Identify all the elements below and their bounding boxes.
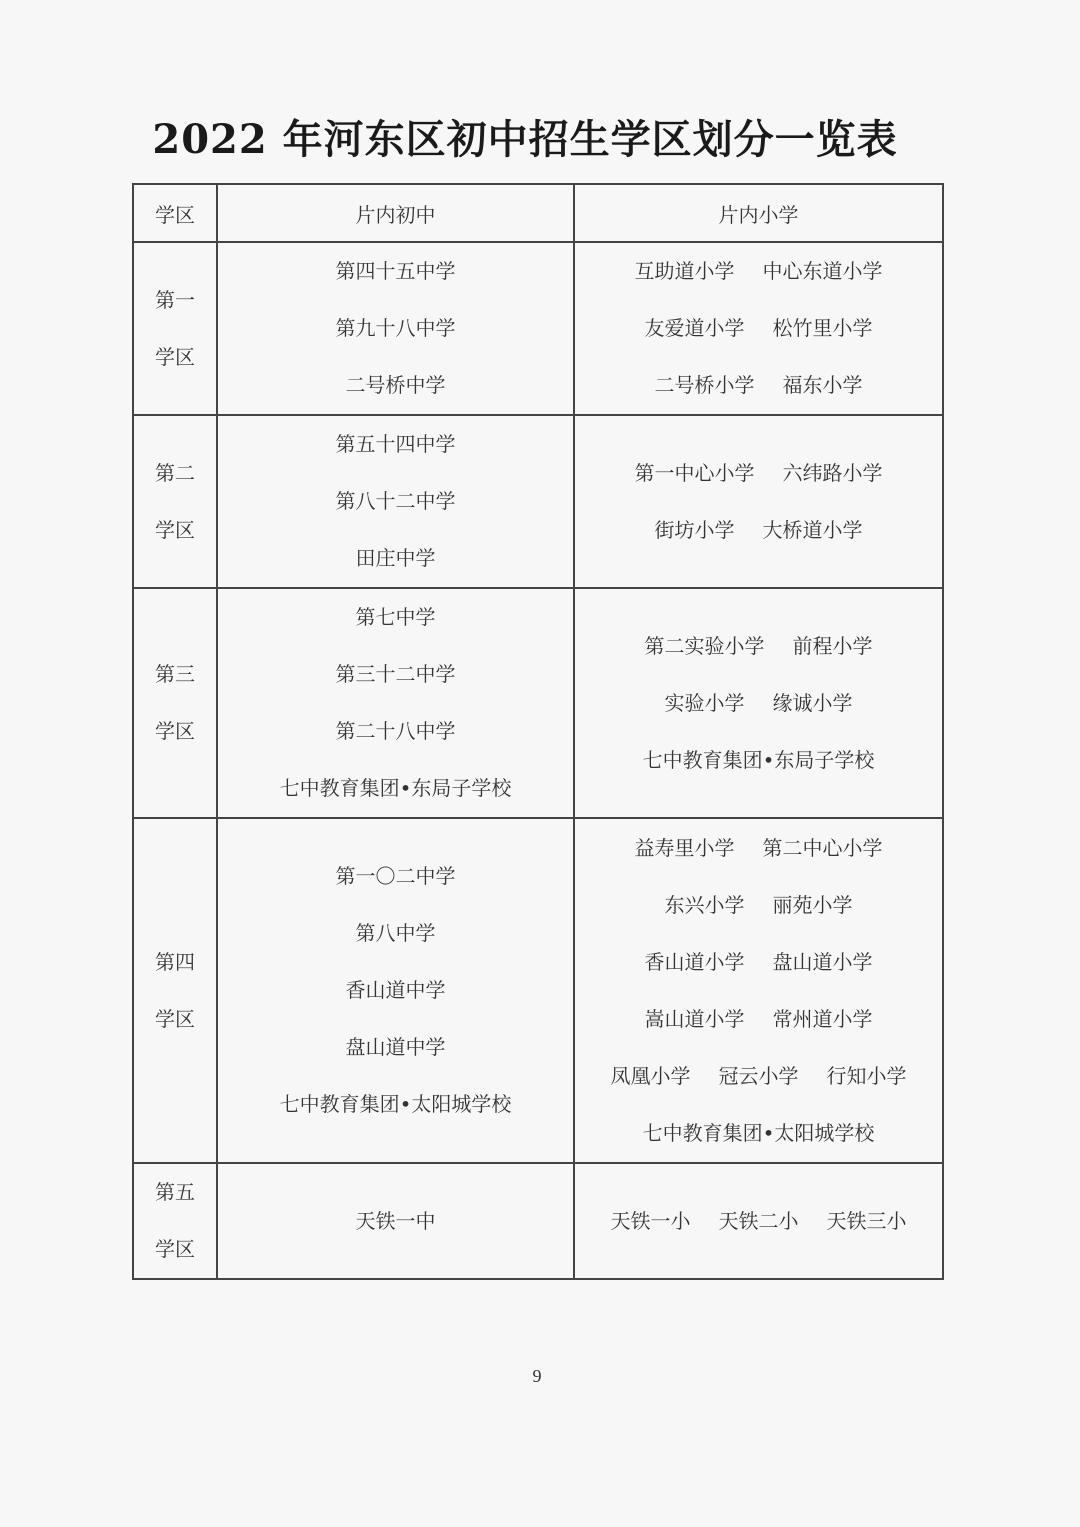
primary-school-name: 第二实验小学 [644, 633, 765, 658]
primary-school-name: 松竹里小学 [772, 316, 873, 340]
primary-school-name: 大桥道小学 [762, 517, 863, 542]
middle-school-name: 第一〇二中学 [335, 864, 456, 888]
primary-school-line [575, 877, 942, 934]
district-name-line: 学区 [155, 1006, 195, 1031]
primary-school-line [575, 934, 942, 991]
district-name-line: 第四 [155, 949, 195, 974]
primary-school-name: 互助道小学 [634, 259, 735, 283]
table-body [133, 242, 943, 1279]
header-district: 学区 [133, 184, 217, 242]
district-row [133, 1163, 943, 1279]
primary-schools-cell [574, 415, 943, 588]
primary-school-line [575, 1048, 942, 1105]
primary-school-name: 六纬路小学 [782, 460, 883, 485]
district-name-line: 第五 [155, 1180, 195, 1204]
middle-schools-cell [217, 818, 574, 1163]
primary-school-line [575, 820, 942, 877]
middle-school-name: 七中教育集团•太阳城学校 [279, 1092, 512, 1116]
primary-school-name: 益寿里小学 [634, 835, 735, 860]
primary-schools-cell [574, 1163, 943, 1279]
district-name-cell [133, 588, 217, 818]
primary-school-line [575, 243, 942, 300]
middle-school-name: 第二十八中学 [335, 719, 456, 743]
district-name-line: 第一 [155, 287, 195, 312]
primary-school-line [575, 300, 942, 357]
primary-schools-cell [574, 818, 943, 1163]
page-title: 2022 年河东区初中招生学区划分一览表 [152, 116, 898, 163]
primary-school-name: 七中教育集团•东局子学校 [642, 747, 875, 772]
primary-school-name: 街坊小学 [654, 517, 735, 542]
primary-school-name: 盘山道小学 [772, 949, 873, 974]
primary-school-name: 常州道小学 [772, 1006, 873, 1031]
primary-school-line [575, 445, 942, 502]
primary-school-name: 天铁一小 [610, 1208, 691, 1233]
primary-school-line [575, 502, 942, 559]
district-name-line: 第三 [155, 662, 195, 686]
primary-school-line [575, 732, 942, 789]
primary-school-name: 实验小学 [664, 690, 745, 715]
primary-schools-cell [574, 242, 943, 415]
middle-school-name: 七中教育集团•东局子学校 [279, 776, 512, 800]
middle-school-name: 天铁一中 [355, 1208, 436, 1233]
primary-school-name: 天铁三小 [826, 1208, 907, 1233]
middle-schools-cell [217, 415, 574, 588]
primary-school-name: 第二中心小学 [762, 835, 883, 860]
district-name-cell [133, 818, 217, 1163]
district-name-line: 学区 [155, 344, 195, 369]
primary-school-name: 凤凰小学 [610, 1063, 691, 1088]
middle-school-name: 第八中学 [355, 921, 436, 945]
header-primary-schools: 片内小学 [574, 184, 943, 242]
primary-school-line [575, 991, 942, 1048]
primary-school-name: 二号桥小学 [654, 373, 755, 397]
primary-school-name: 嵩山道小学 [644, 1006, 745, 1031]
middle-school-name: 第七中学 [355, 605, 436, 629]
primary-school-line [575, 618, 942, 675]
primary-school-name: 行知小学 [826, 1063, 907, 1088]
middle-school-name: 盘山道中学 [345, 1035, 446, 1059]
primary-schools-cell [574, 588, 943, 818]
district-row [133, 588, 943, 818]
primary-school-name: 天铁二小 [718, 1208, 799, 1233]
district-name-line: 学区 [155, 517, 195, 542]
district-table [132, 183, 944, 1280]
middle-school-name: 第三十二中学 [335, 662, 456, 686]
primary-school-name: 前程小学 [792, 633, 873, 658]
primary-school-name: 友爱道小学 [644, 316, 745, 340]
district-row [133, 415, 943, 588]
primary-school-name: 缘诚小学 [772, 690, 853, 715]
middle-schools-cell [217, 242, 574, 415]
district-name-line: 第二 [155, 460, 195, 485]
primary-school-name: 福东小学 [782, 373, 863, 397]
header-middle-schools: 片内初中 [217, 184, 574, 242]
district-name-cell [133, 415, 217, 588]
table-header-row [133, 184, 943, 242]
primary-school-name: 七中教育集团•太阳城学校 [642, 1120, 875, 1145]
middle-school-name: 第四十五中学 [335, 259, 456, 283]
primary-school-name: 香山道小学 [644, 949, 745, 974]
district-row [133, 818, 943, 1163]
primary-school-name: 中心东道小学 [762, 259, 883, 283]
primary-school-name: 冠云小学 [718, 1063, 799, 1088]
middle-school-name: 第五十四中学 [335, 432, 456, 456]
primary-school-name: 丽苑小学 [772, 892, 853, 917]
district-name-cell [133, 242, 217, 415]
primary-school-name: 东兴小学 [664, 892, 745, 917]
district-name-line: 学区 [155, 1237, 195, 1261]
primary-school-name: 第一中心小学 [634, 460, 755, 485]
page-number: 9 [532, 1366, 542, 1386]
primary-school-line [575, 1105, 942, 1162]
district-row [133, 242, 943, 415]
primary-school-line [575, 1193, 942, 1250]
middle-school-name: 第九十八中学 [335, 316, 456, 340]
middle-school-name: 第八十二中学 [335, 489, 456, 513]
middle-school-name: 二号桥中学 [345, 373, 446, 397]
middle-schools-cell [217, 1163, 574, 1279]
district-name-cell [133, 1163, 217, 1279]
middle-school-name: 田庄中学 [355, 546, 436, 570]
district-name-line: 学区 [155, 719, 195, 743]
primary-school-line [575, 357, 942, 414]
primary-school-line [575, 675, 942, 732]
middle-school-name: 香山道中学 [345, 978, 446, 1002]
middle-schools-cell [217, 588, 574, 818]
